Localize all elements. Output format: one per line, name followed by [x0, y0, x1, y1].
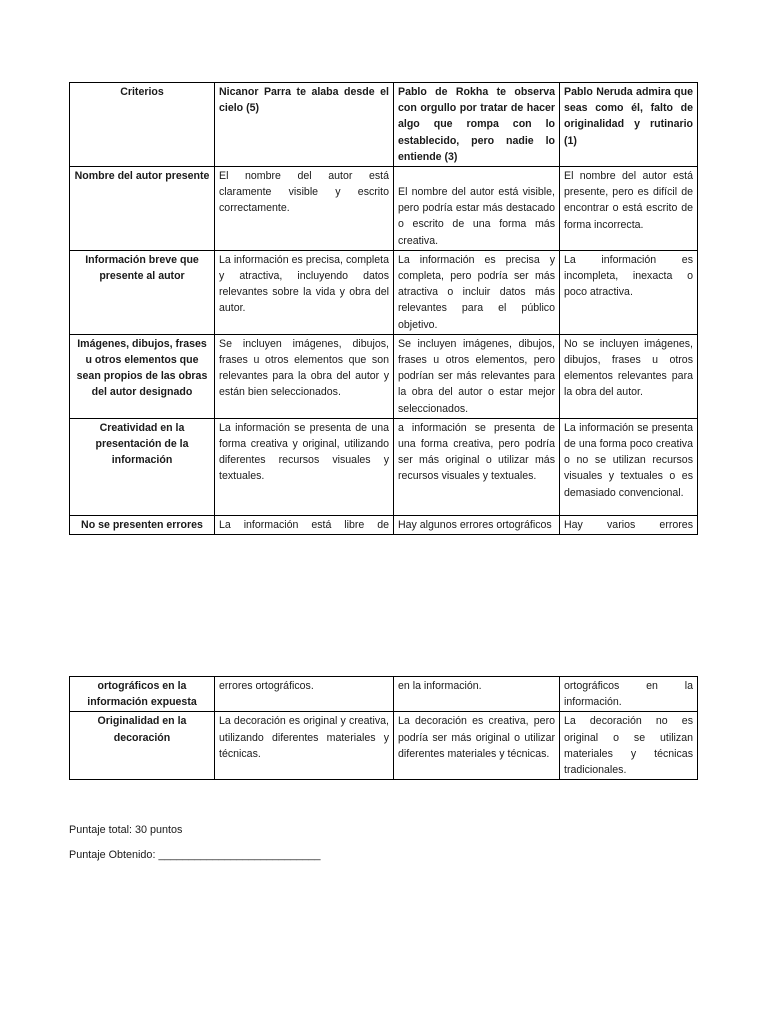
criterion-cell: Nombre del autor presente: [70, 167, 215, 251]
level-3-cell: en la información.: [394, 677, 560, 712]
table-row: [70, 250, 698, 334]
obtained-score-text: Puntaje Obtenido: ___________________________: [69, 849, 321, 861]
level-1-cell: No se incluyen imágenes, dibujos, frases u otros elementos relevantes para la obra del autor.: [560, 334, 698, 418]
level-3-cell: Se incluyen imágenes, dibujos, frases u otros elementos, pero podrían ser más relevantes para la obra del autor o estar mejor seleccionados.: [394, 334, 560, 418]
level-1-cell: La información se presenta de una forma poco creativa o no se utilizan recursos visuales y textuales o es demasiado convencional.: [560, 418, 698, 515]
criterion-cell: Imágenes, dibujos, frases u otros elementos que sean propios de las obras del autor designado: [70, 334, 215, 418]
total-score-text: Puntaje total: 30 puntos: [69, 824, 183, 836]
criterion-cell: ortográficos en la información expuesta: [70, 677, 215, 712]
level-1-text: ortográficos en la información.: [564, 680, 693, 709]
level-5-text: La información está libre de: [219, 518, 389, 531]
table-row: [70, 334, 698, 418]
level-5-cell: errores ortográficos.: [215, 677, 394, 712]
level-1-cell: [560, 515, 698, 534]
level-3-cell: a información se presenta de una forma creativa, pero podría ser más original o utilizar más recursos visuales y textuales.: [394, 418, 560, 515]
level-5-cell: La información se presenta de una forma creativa y original, utilizando diferentes recursos visuales y textuales.: [215, 418, 394, 515]
level-3-cell: La decoración es creativa, pero podría ser más original o utilizar diferentes materiales y técnicas.: [394, 712, 560, 780]
header-level-1: Pablo Neruda admira que seas como él, falto de originalidad y rutinario (1): [560, 83, 698, 167]
level-5-cell: El nombre del autor está claramente visible y escrito correctamente.: [215, 167, 394, 251]
criterion-cell: No se presenten errores: [70, 515, 215, 534]
header-level-3: Pablo de Rokha te observa con orgullo por tratar de hacer algo que rompa con lo establecido, pero nadie lo entiende (3): [394, 83, 560, 167]
level-5-cell: La decoración es original y creativa, utilizando diferentes materiales y técnicas.: [215, 712, 394, 780]
rubric-table-top: [69, 82, 698, 535]
level-5-cell: [215, 515, 394, 534]
header-level-5: Nicanor Parra te alaba desde el cielo (5): [215, 83, 394, 167]
level-1-text: Hay varios errores: [564, 518, 693, 531]
level-1-cell: El nombre del autor está presente, pero es difícil de encontrar o está escrito de forma incorrecta.: [560, 167, 698, 251]
level-3-cell: [394, 167, 560, 251]
rubric-table-bottom: [69, 676, 698, 780]
table-row: [70, 418, 698, 515]
level-3-cell: La información es precisa y completa, pero podría ser más atractiva o incluir datos más relevantes para el público objetivo.: [394, 250, 560, 334]
table-header-row: [70, 83, 698, 167]
level-5-cell: Se incluyen imágenes, dibujos, frases u otros elementos que son relevantes para la obra del autor y están bien seleccionados.: [215, 334, 394, 418]
level-1-cell: [560, 677, 698, 712]
table-row: [70, 712, 698, 780]
level-1-cell: La decoración no es original o se utilizan materiales y técnicas tradicionales.: [560, 712, 698, 780]
level-3-text: El nombre del autor está visible, pero podría estar más destacado o escrito de una forma más creativa.: [398, 186, 555, 247]
header-criterios: Criterios: [70, 83, 215, 167]
table-row: [70, 677, 698, 712]
level-1-cell: La información es incompleta, inexacta o poco atractiva.: [560, 250, 698, 334]
criterion-cell: Originalidad en la decoración: [70, 712, 215, 780]
level-5-cell: La información es precisa, completa y atractiva, incluyendo datos relevantes sobre la vida y obra del autor.: [215, 250, 394, 334]
level-3-cell: Hay algunos errores ortográficos: [394, 515, 560, 534]
table-row: [70, 515, 698, 534]
criterion-cell: Información breve que presente al autor: [70, 250, 215, 334]
table-row: [70, 167, 698, 251]
criterion-cell: Creatividad en la presentación de la información: [70, 418, 215, 515]
